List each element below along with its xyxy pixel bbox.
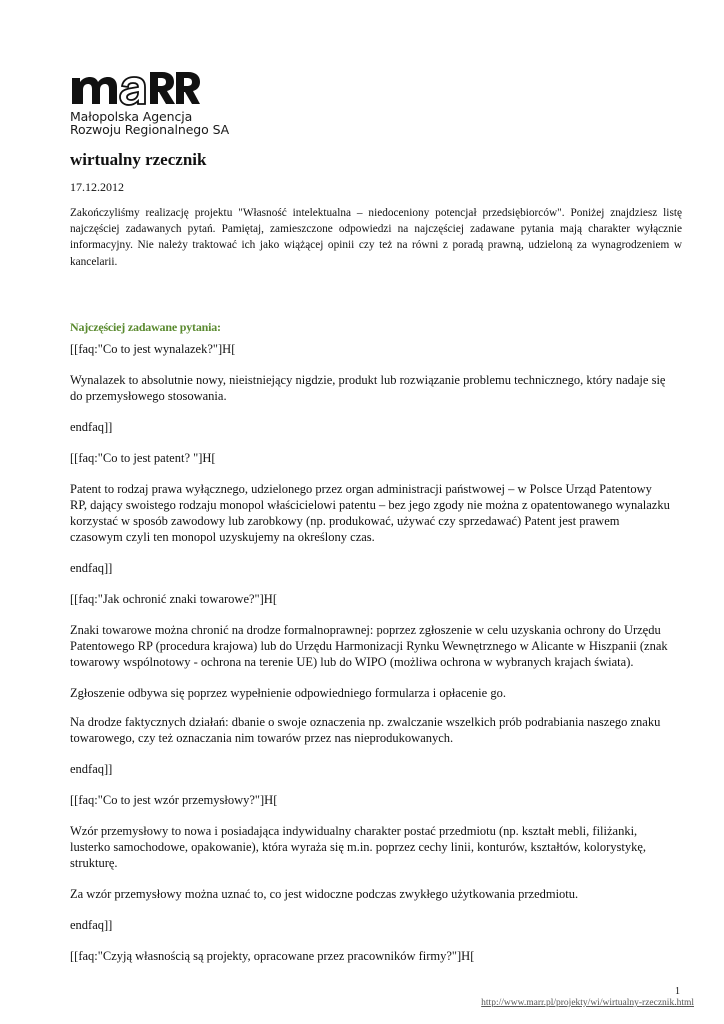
faq-answer: Za wzór przemysłowy można uznać to, co jest widoczne podczas zwykłego użytkowania przedmiotu. [70,887,579,901]
page-title: wirtualny rzecznik [70,150,207,169]
faq-answer: Znaki towarowe można chronić na drodze formalnoprawnej: poprzez zgłoszenie w celu uzyskania ochrony do Urzędu Patentowego RP (procedura krajowa) lub do Urzędu Harmonizacji Rynku Wewnętrznego w Alicante w Hiszpanii (znak towarowy wspólnotowy - ochrona na terenie UE) lub do WIPO (możliwa ochrona w wybranych krajach świata). [70,623,668,669]
faq-answer: Wzór przemysłowy to nowa i posiadająca indywidualny charakter postać przedmiotu (np. kształt mebli, filiżanki, lusterko samochodowe, opakowanie), która wyraża się m.in. poprzez cechy linii, konturów, kształtów, kolorystykę, strukturę. [70,824,646,870]
faq-marker: [[faq:"Czyją własnością są projekty, opracowane przez pracowników firmy?"]H[ [70,949,475,963]
faq-end-marker: endfaq]] [70,561,113,575]
faq-end-marker: endfaq]] [70,918,113,932]
faq-heading: Najczęściej zadawane pytania: [70,320,221,334]
faq-content [70,341,670,979]
faq-end-marker: endfaq]] [70,420,113,434]
faq-end-marker: endfaq]] [70,762,113,776]
marr-logo-mark [70,64,200,108]
logo-subtitle-line2: Rozwoju Regionalnego SA [70,122,230,137]
faq-answer: Na drodze faktycznych działań: dbanie o swoje oznaczenia np. zwalczanie wszelkich prób podrabiania naszego znaku towarowego, czy też oznaczania nim towarów przez nas nieprodukowanych. [70,715,661,745]
faq-marker: [[faq:"Jak ochronić znaki towarowe?"]H[ [70,592,277,606]
logo-subtitle [70,110,229,136]
faq-marker: [[faq:"Co to jest wynalazek?"]H[ [70,342,236,356]
intro-paragraph: Zakończyliśmy realizację projektu "Własność intelektualna – niedoceniony potencjał przedsiębiorców". Poniżej znajdziesz listę najczęściej zadawanych pytań. Pamiętaj, zamieszczone odpowiedzi na najczęściej zadawane pytania mają charakter wyłącznie informacyjny. Nie należy traktować ich jako wiążącej opinii czy też na równi z poradą prawną, udzieloną za wynagrodzeniem w kancelarii. [70,207,682,268]
faq-answer: Zgłoszenie odbywa się poprzez wypełnienie odpowiedniego formularza i opłacenie go. [70,686,506,700]
faq-marker: [[faq:"Co to jest wzór przemysłowy?"]H[ [70,793,278,807]
faq-marker: [[faq:"Co to jest patent? "]H[ [70,451,216,465]
faq-answer: Patent to rodzaj prawa wyłącznego, udzielonego przez organ administracji państwowej – w Polsce Urząd Patentowy RP, dający swoistego rodzaju monopol właścicielowi patentu – bez jego zgody nie można z opatentowanego wynalazku korzystać w sposób zawodowy lub zarobkowy (np. produkować, używać czy sprzedawać) Patent jest prawem czasowym czyli ten monopol uzyskujemy na określony czas. [70,482,670,544]
publish-date: 17.12.2012 [70,180,124,194]
logo-subtitle-line1: Małopolska Agencja [70,109,193,124]
footer-url-link[interactable]: http://www.marr.pl/projekty/wi/wirtualny-rzecznik.html [481,998,694,1008]
marr-logo [70,64,290,144]
faq-answer: Wynalazek to absolutnie nowy, nieistniejący nigdzie, produkt lub rozwiązanie problemu technicznego, który nadaje się do przemysłowego stosowania. [70,373,666,403]
page-number: 1 [675,986,680,997]
